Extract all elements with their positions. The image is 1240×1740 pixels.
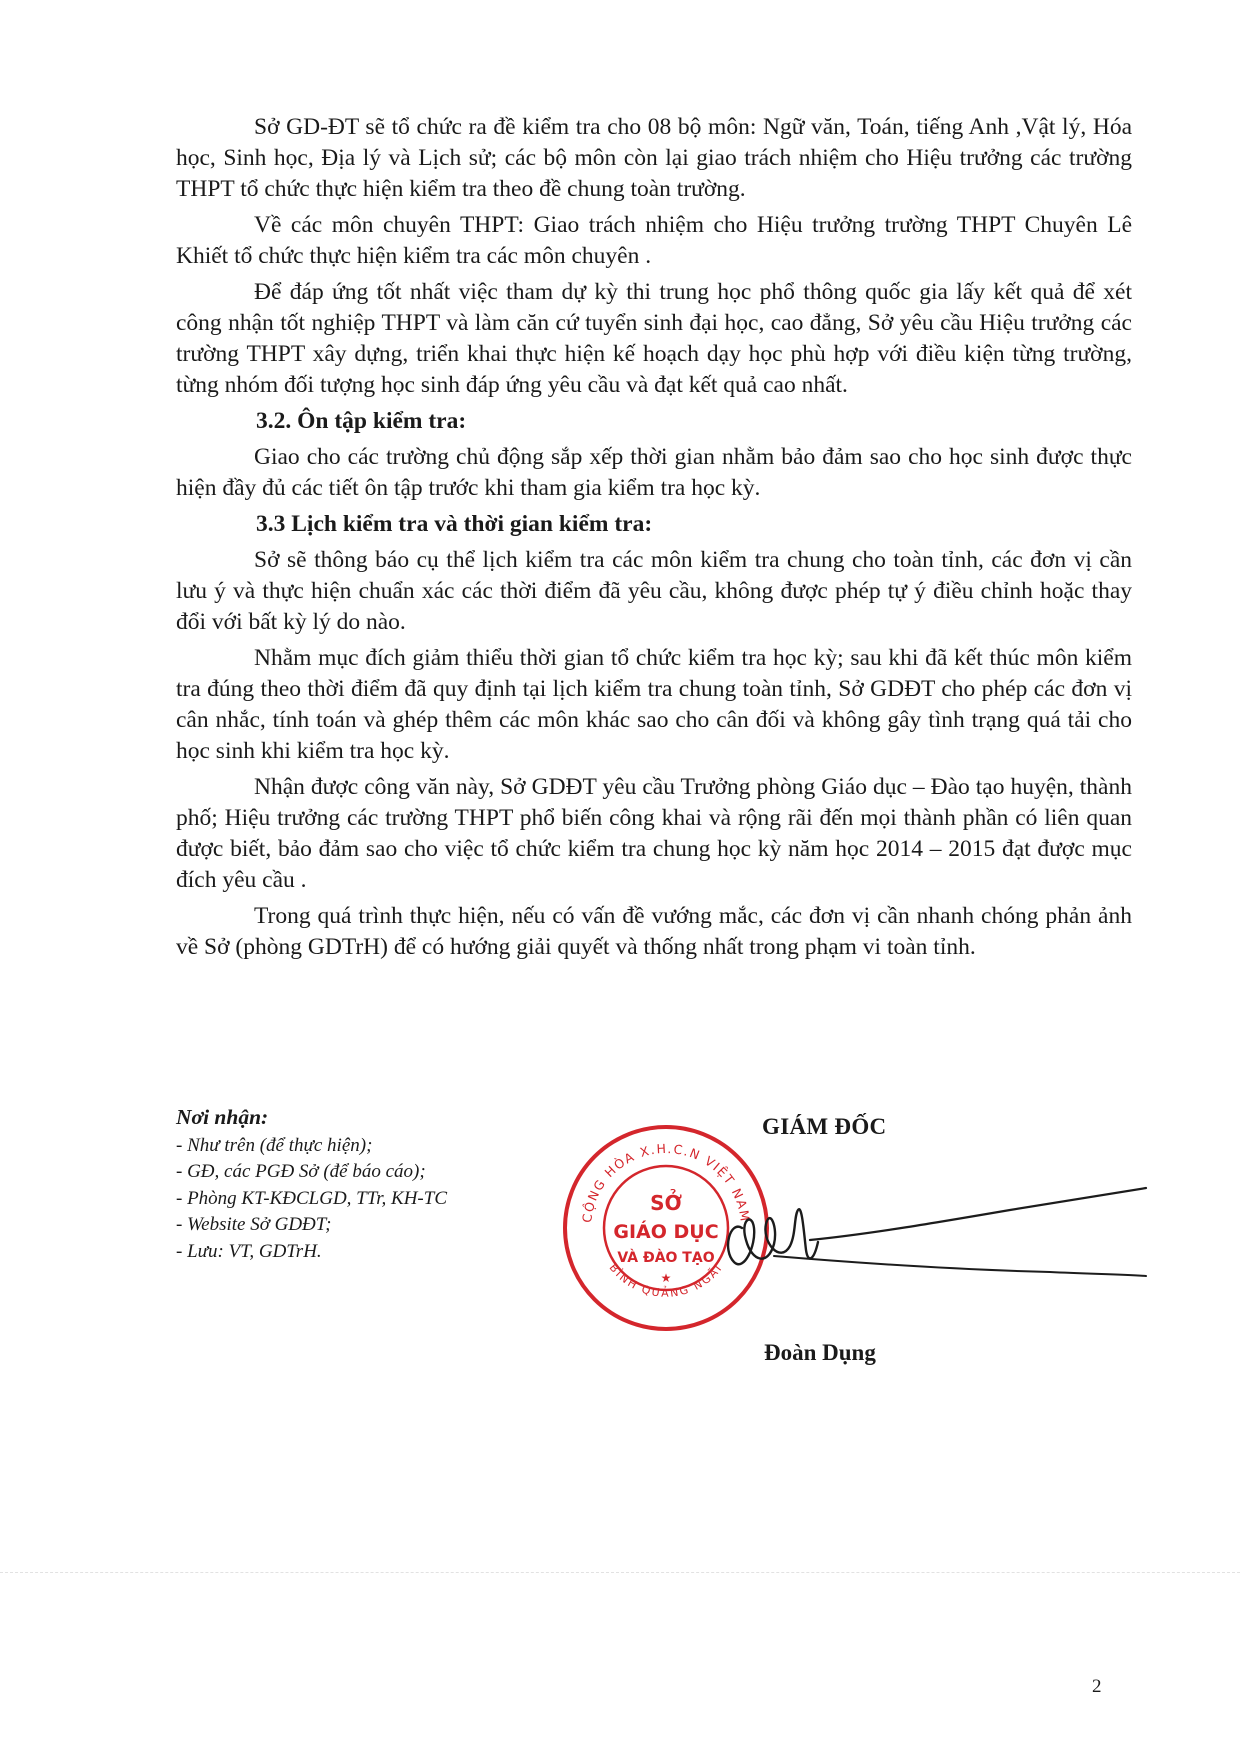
paragraph-exam-subjects: Sở GD-ĐT sẽ tổ chức ra đề kiểm tra cho 08 bộ môn: Ngữ văn, Toán, tiếng Anh ,Vật lý, Hóa học, Sinh học, Địa lý và Lịch sử; các bộ môn còn lại giao trách nhiệm cho Hiệu trưởng các trường THPT tổ chức thực hiện kiểm tra theo đề chung toàn trường.: [176, 114, 1132, 202]
stamp-line-3: VÀ ĐÀO TẠO: [617, 1250, 715, 1266]
recipient-item: - Website Sở GDĐT;: [176, 1214, 332, 1235]
paragraph-national-exam: Để đáp ứng tốt nhất việc tham dự kỳ thi trung học phổ thông quốc gia lấy kết quả để xét công nhận tốt nghiệp THPT và làm căn cứ tuyển sinh đại học, cao đẳng, Sở yêu cầu Hiệu trưởng các trường THPT xây dựng, triển khai thực hiện kế hoạch dạy học phù hợp với điều kiện từng trường, từng nhóm đối tượng học sinh đáp ứng yêu cầu và đạt kết quả cao nhất.: [176, 279, 1132, 398]
handwritten-signature: [710, 1180, 1150, 1300]
stamp-line-2: GIÁO DỤC: [613, 1221, 719, 1243]
signature-upper-stroke: [810, 1188, 1146, 1240]
section-3-2-paragraph: Giao cho các trường chủ động sắp xếp thời gian nhằm bảo đảm sao cho học sinh được thực hiện đầy đủ các tiết ôn tập trước khi tham gia kiểm tra học kỳ.: [176, 444, 1132, 501]
stamp-star-icon: ★: [660, 1271, 672, 1285]
recipient-item: - Như trên (để thực hiện);: [176, 1134, 373, 1156]
recipient-item: - Phòng KT-KĐCLGD, TTr, KH-TC: [176, 1187, 448, 1209]
section-3-3-paragraph-time: Nhằm mục đích giảm thiểu thời gian tổ chức kiểm tra học kỳ; sau khi đã kết thúc môn kiểm tra đúng theo thời điểm đã quy định tại lịch kiểm tra chung toàn tỉnh, Sở GDĐT cho phép các đơn vị cân nhắc, tính toán và ghép thêm các môn khác sao cho cân đối và không gây tình trạng quá tải cho học sinh khi kiểm tra học kỳ.: [176, 645, 1132, 764]
recipients-block: [176, 1104, 596, 1265]
section-3-3-paragraph-schedule: Sở sẽ thông báo cụ thể lịch kiểm tra các môn kiểm tra chung cho toàn tỉnh, các đơn vị cần lưu ý và thực hiện chuẩn xác các thời điểm đã yêu cầu, không được phép tự ý điều chỉnh hoặc thay đổi với bất kỳ lý do nào.: [176, 547, 1132, 635]
section-3-2-heading: 3.2. Ôn tập kiểm tra:: [256, 408, 467, 434]
section-3-3-paragraph-dissemination: Nhận được công văn này, Sở GDĐT yêu cầu Trưởng phòng Giáo dục – Đào tạo huyện, thành phố; Hiệu trưởng các trường THPT phổ biến công khai và rộng rãi đến mọi thành phần có liên quan được biết, bảo đảm sao cho việc tổ chức kiểm tra chung học kỳ năm học 2014 – 2015 đạt được mục đích yêu cầu .: [176, 774, 1132, 893]
recipients-list: [176, 1133, 596, 1266]
recipients-title: Nơi nhận:: [176, 1105, 269, 1129]
recipient-item: - GĐ, các PGĐ Sở (để báo cáo);: [176, 1161, 426, 1182]
signer-title: GIÁM ĐỐC: [762, 1114, 887, 1139]
recipient-item: - Lưu: VT, GDTrH.: [176, 1240, 322, 1262]
signer-name: Đoàn Dụng: [764, 1340, 876, 1365]
paragraph-specialized-subjects: Về các môn chuyên THPT: Giao trách nhiệm cho Hiệu trưởng trường THPT Chuyên Lê Khiết tổ chức thực hiện kiểm tra các môn chuyên .: [176, 212, 1132, 269]
document-body: [176, 112, 1132, 968]
stamp-outer-text: CỘNG HÒA X.H.C.N VIỆT NAM: [579, 1140, 753, 1224]
section-3-3-heading: 3.3 Lịch kiểm tra và thời gian kiểm tra:: [256, 511, 653, 537]
page-number: 2: [1092, 1676, 1102, 1697]
signature-lower-stroke: [774, 1256, 1146, 1276]
stamp-bottom-text: BÌNH QUẢNG NGÃI: [606, 1261, 726, 1300]
stamp-line-1: SỞ: [650, 1191, 682, 1215]
scan-artifact-line: [0, 1572, 1240, 1573]
section-3-3-paragraph-issues: Trong quá trình thực hiện, nếu có vấn đề vướng mắc, các đơn vị cần nhanh chóng phản ảnh về Sở (phòng GDTrH) để có hướng giải quyết và thống nhất trong phạm vi toàn tỉnh.: [176, 903, 1132, 960]
